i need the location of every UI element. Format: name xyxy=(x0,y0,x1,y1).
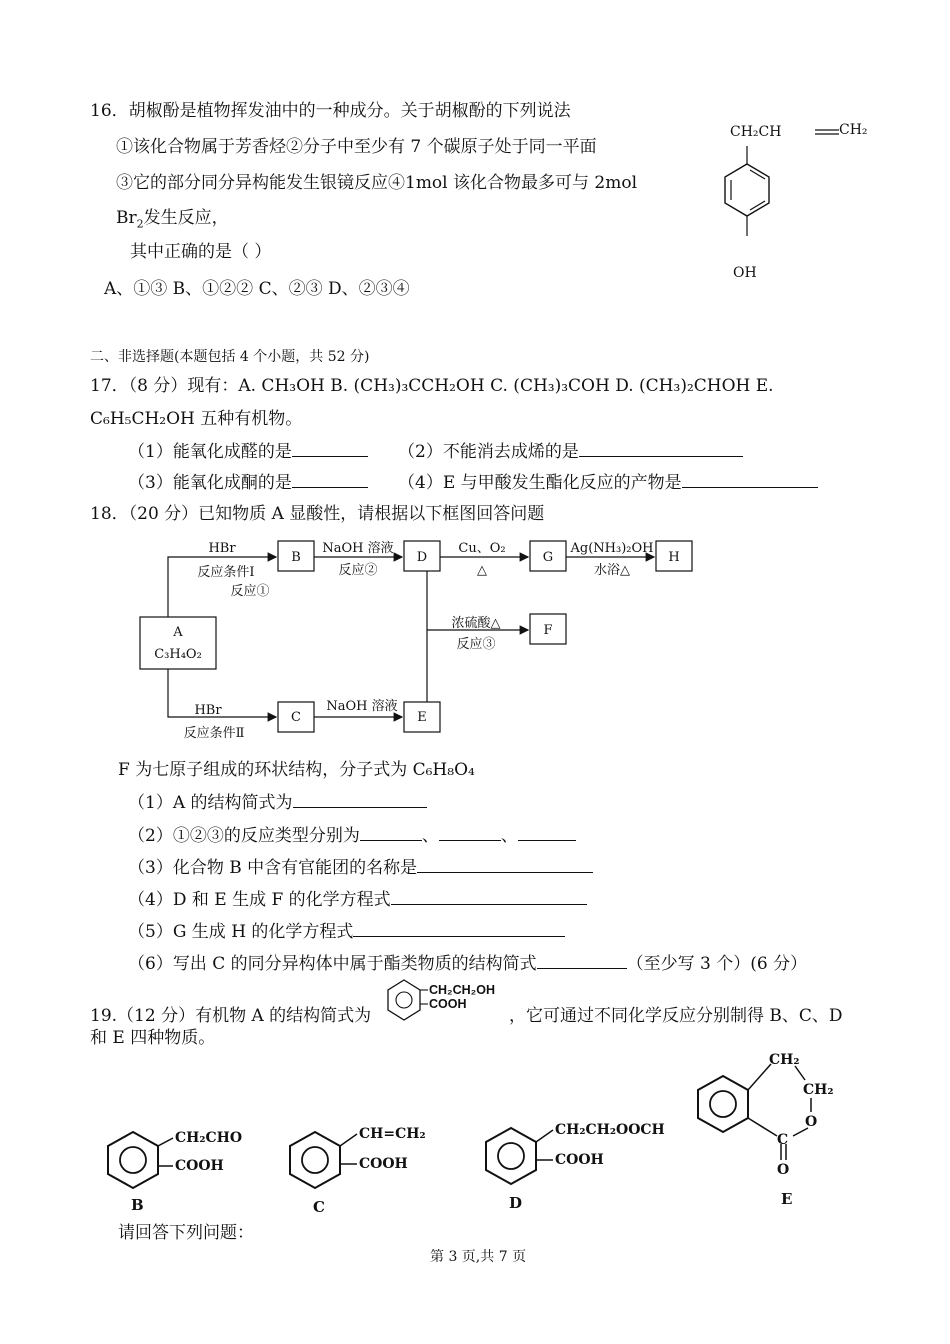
q18-part-6: （6）写出 C 的同分异构体中属于酯类物质的结构简式 （至少写 3 个）(6 分） xyxy=(128,954,808,974)
compound-b-cooh: COOH xyxy=(175,1158,224,1174)
box-b-label: B xyxy=(291,550,301,565)
q16-options: A、①③ B、①②② C、②③ D、②③④ xyxy=(104,279,410,299)
q18-part-4: （4）D 和 E 生成 F 的化学方程式 xyxy=(128,888,587,911)
box-a-label: A xyxy=(173,625,183,640)
box-e-label: E xyxy=(417,710,427,725)
compound-c-label: C xyxy=(313,1198,325,1216)
q18-answer-5[interactable] xyxy=(353,920,565,937)
compound-b-label: B xyxy=(131,1196,144,1214)
q18-answer-2b[interactable] xyxy=(439,824,501,841)
q18-part-1: （1）A 的结构简式为 xyxy=(128,791,427,814)
q17-answer-4[interactable] xyxy=(682,471,818,488)
box-c-label: C xyxy=(291,710,301,725)
compound-a-side-chain: CH₂CH₂OH xyxy=(429,983,495,997)
chavicol-ch2: CH₂ xyxy=(839,122,868,138)
compound-b-aldehyde: CH₂CHO xyxy=(175,1130,243,1146)
q19-stem-b: ，它可通过不同化学反应分别制得 B、C、D xyxy=(509,1006,843,1026)
chavicol-structure xyxy=(715,112,885,292)
page-footer: 第 3 页,共 7 页 xyxy=(430,1249,527,1265)
compound-a-cooh: COOH xyxy=(429,997,467,1011)
chavicol-oh: OH xyxy=(733,265,757,281)
naoh-label-2: NaOH 溶液 xyxy=(326,699,398,714)
q18-stem: 18．（20 分）已知物质 A 显酸性，请根据以下框图回答问题 xyxy=(90,504,545,524)
cu-o2-label: Cu、O₂ xyxy=(458,541,506,556)
q17-answer-1[interactable] xyxy=(292,440,368,457)
q18-answer-1[interactable] xyxy=(293,791,427,808)
q18-part-3: （3）化合物 B 中含有官能团的名称是 xyxy=(128,856,593,879)
q18-answer-4[interactable] xyxy=(391,888,587,905)
reaction-flowchart xyxy=(130,530,710,745)
q17-answer-2[interactable] xyxy=(579,440,743,457)
q17-part-1: （1）能氧化成醛的是 xyxy=(128,440,368,463)
condition-2-label: 反应条件Ⅱ xyxy=(183,726,245,741)
box-g-label: G xyxy=(542,550,554,565)
box-a-formula: C₃H₄O₂ xyxy=(154,647,202,662)
condition-1-label: 反应条件Ⅰ xyxy=(197,565,255,580)
q16-statement-2: ③它的部分同分异构能发生银镜反应④1mol 该化合物最多可与 2mol xyxy=(116,173,638,193)
compound-c-cooh: COOH xyxy=(359,1156,408,1172)
q19-stem-line-2: 和 E 四种物质。 xyxy=(90,1028,216,1048)
compound-d-cooh: COOH xyxy=(555,1152,604,1168)
box-d-label: D xyxy=(416,550,428,565)
box-h-label: H xyxy=(668,550,680,565)
hbr-label-2: HBr xyxy=(194,703,222,718)
compound-c-vinyl: CH=CH₂ xyxy=(359,1126,426,1142)
compound-a-structure xyxy=(382,974,514,1026)
reaction-2-label: 反应② xyxy=(338,563,378,578)
q17-part-2: （2）不能消去成烯的是 xyxy=(398,440,743,463)
q18-answer-3[interactable] xyxy=(417,856,593,873)
q17-line-1: 17．（8 分）现有：A. CH₃OH B. (CH₃)₃CCH₂OH C. (CH₃)₃COH D. (CH₃)₂CHOH E. xyxy=(90,376,774,396)
box-f-label: F xyxy=(543,623,553,638)
q16-stem: 16．胡椒酚是植物挥发油中的一种成分。关于胡椒酚的下列说法 xyxy=(90,101,571,121)
q18-answer-2c[interactable] xyxy=(518,824,576,841)
compound-e-ch2-1: CH₂ xyxy=(769,1052,800,1068)
compound-e-ring-o: O xyxy=(805,1114,818,1130)
q19-instruction: 请回答下列问题： xyxy=(118,1223,254,1243)
q18-answer-6[interactable] xyxy=(537,952,627,969)
q16-question: 其中正确的是（ ） xyxy=(130,242,272,262)
q17-part-3: （3）能氧化成酮的是 xyxy=(128,471,368,494)
q19-stem-a: 19.（12 分）有机物 A 的结构简式为 xyxy=(90,1006,372,1026)
conc-h2so4-label: 浓硫酸△ xyxy=(451,616,501,631)
q17-part-4: （4）E 与甲酸发生酯化反应的产物是 xyxy=(398,471,818,494)
compound-d-formate: CH₂CH₂OOCH xyxy=(555,1122,665,1138)
compound-e-carbonyl-o: O xyxy=(777,1162,790,1178)
q17-line-2: C₆H₅CH₂OH 五种有机物。 xyxy=(90,409,303,429)
compound-e-carbonyl-c: C xyxy=(777,1132,789,1148)
q16-statement-1: ①该化合物属于芳香烃②分子中至少有 7 个碳原子处于同一平面 xyxy=(116,137,597,157)
q18-part-5: （5）G 生成 H 的化学方程式 xyxy=(128,920,565,943)
water-bath-label: 水浴△ xyxy=(594,563,630,578)
q18-f-description: F 为七原子组成的环状结构，分子式为 C₆H₈O₄ xyxy=(118,760,475,780)
compound-e-label: E xyxy=(781,1190,793,1208)
reaction-1-label: 反应① xyxy=(230,584,270,599)
hbr-label-1: HBr xyxy=(208,541,236,556)
q16-statement-3: $Br_2$发生反应， xyxy=(116,208,229,231)
q17-answer-3[interactable] xyxy=(292,471,368,488)
compounds-b-to-e xyxy=(95,1040,855,1220)
heat-label: △ xyxy=(477,563,487,578)
compound-d-label: D xyxy=(509,1194,523,1212)
tollens-label: Ag(NH₃)₂OH xyxy=(570,541,654,556)
naoh-label-1: NaOH 溶液 xyxy=(322,541,394,556)
q18-answer-2a[interactable] xyxy=(360,824,422,841)
section-2-heading: 二、非选择题(本题包括 4 个小题，共 52 分) xyxy=(90,349,370,365)
q18-part-2: （2）①②③的反应类型分别为 、 、 xyxy=(128,824,576,847)
reaction-3-label: 反应③ xyxy=(456,637,496,652)
chavicol-ch2ch: CH₂CH xyxy=(730,124,782,140)
compound-e-ch2-2: CH₂ xyxy=(803,1082,834,1098)
